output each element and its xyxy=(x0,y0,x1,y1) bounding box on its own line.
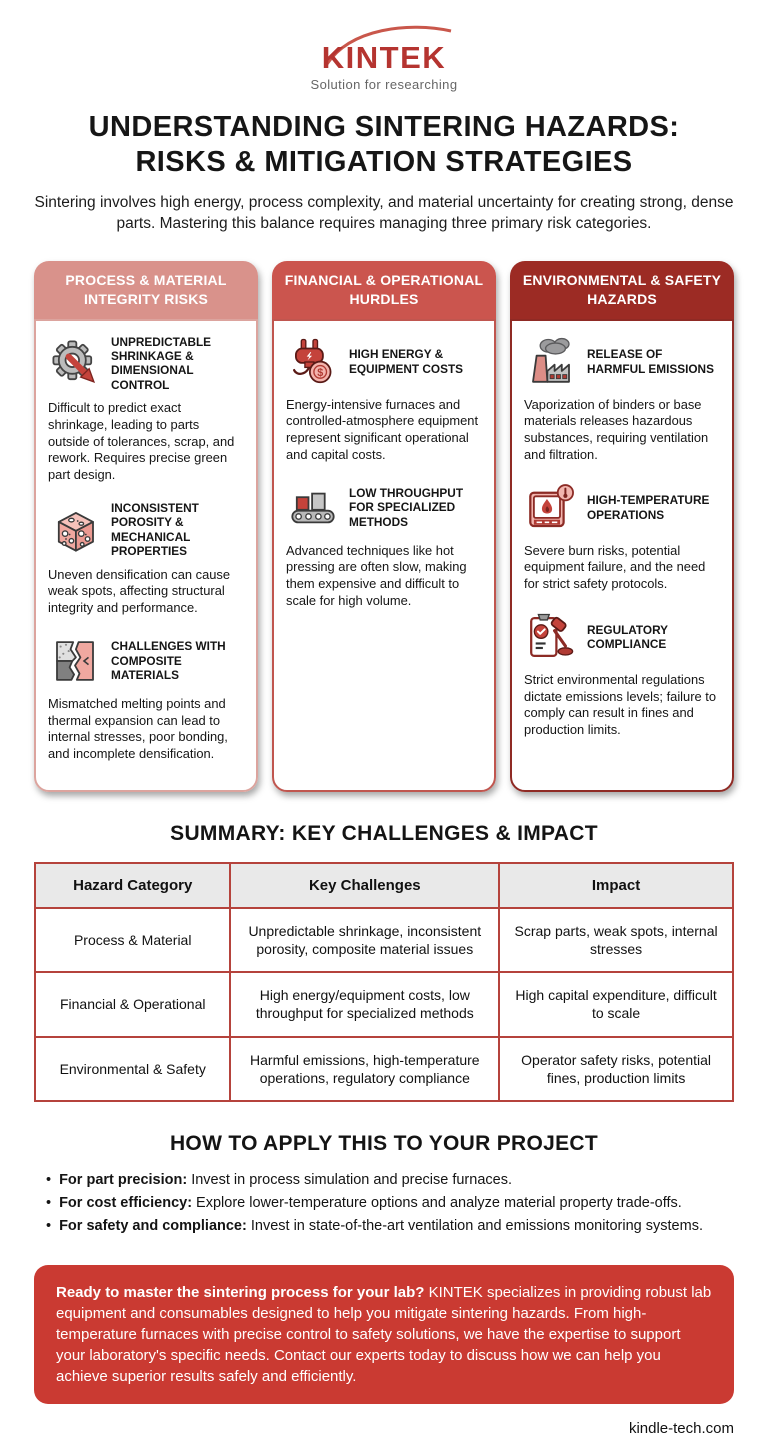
porous-cube-icon xyxy=(48,503,102,557)
risk-item-text: Advanced techniques like hot pressing are often slow, making them expensive and difficult to scale for high volume. xyxy=(286,542,467,608)
risk-columns xyxy=(34,261,734,792)
risk-item-text: Vaporization of binders or base materials releases hazardous substances, requiring ventilation and filtration. xyxy=(524,396,709,462)
table-cell: Process & Material xyxy=(35,908,230,972)
risk-item-text: Strict environmental regulations dictate emissions levels; failure to comply can result in fines and production limits. xyxy=(524,671,717,738)
table-header-impact: Impact xyxy=(499,863,733,908)
table-cell: Financial & Operational xyxy=(35,972,230,1036)
risk-item-title: UNPREDICTABLE SHRINKAGE & DIMENSIONAL CONTROL xyxy=(111,334,212,392)
intro-text: Sintering involves high energy, process complexity, and material uncertainty for creating strong, dense parts. Mastering this balance requires managing three primary risk categories. xyxy=(34,193,734,232)
risk-item-throughput xyxy=(286,481,482,610)
apply-title: HOW TO APPLY THIS TO YOUR PROJECT xyxy=(169,1132,599,1156)
table-cell: High capital expenditure, difficult to scale xyxy=(499,972,733,1036)
shrinkage-gear-icon xyxy=(48,336,102,390)
cta-lead: Ready to master the sintering process for your lab? xyxy=(56,1283,425,1301)
dollar-glyph: $ xyxy=(317,366,324,379)
column-financial-operational xyxy=(272,261,496,792)
table-cell: Harmful emissions, high-temperature operations, regulatory compliance xyxy=(230,1037,499,1101)
risk-item-high-temperature xyxy=(524,481,720,593)
composite-crack-icon xyxy=(48,634,102,688)
page-title-line2: RISKS & MITIGATION STRATEGIES xyxy=(135,146,633,179)
risk-item-text: Difficult to predict exact shrinkage, leading to parts outside of tolerances, scrap, and rework. Requires precise green part design. xyxy=(48,400,235,483)
factory-emissions-icon xyxy=(524,335,578,389)
risk-item-text: Uneven densification can cause weak spots, affecting structural integrity and performance. xyxy=(48,566,231,616)
table-row xyxy=(35,972,733,1036)
risk-item-compliance xyxy=(524,610,720,739)
risk-item-energy-costs xyxy=(286,335,482,464)
column-environmental-safety xyxy=(510,261,734,792)
bullet-lead: For part precision: xyxy=(59,1172,188,1189)
column-3-body xyxy=(510,319,734,792)
column-2-header: FINANCIAL & OPERATIONAL HURDLES xyxy=(272,261,496,319)
website-url: kindle-tech.com xyxy=(628,1419,734,1437)
table-header-row xyxy=(35,863,733,908)
risk-item-title: RELEASE OF HARMFUL EMISSIONS xyxy=(587,347,714,376)
column-1-body xyxy=(34,319,258,792)
risk-item-composite xyxy=(48,634,244,763)
table-cell: High energy/equipment costs, low throughput for specialized methods xyxy=(230,972,499,1036)
list-item xyxy=(46,1192,734,1215)
risk-item-title: HIGH ENERGY & EQUIPMENT COSTS xyxy=(349,347,464,376)
apply-bullets xyxy=(34,1169,734,1239)
column-1-header: PROCESS & MATERIAL INTEGRITY RISKS xyxy=(34,261,258,319)
table-cell: Unpredictable shrinkage, inconsistent porosity, composite material issues xyxy=(230,908,499,972)
kintek-logo-icon xyxy=(299,24,469,74)
plug-cost-icon xyxy=(286,335,340,389)
bullet-text: Explore lower-temperature options and analyze material property trade-offs. xyxy=(192,1195,682,1212)
conveyor-icon xyxy=(286,481,340,535)
risk-item-title: HIGH-TEMPERATURE OPERATIONS xyxy=(587,493,710,522)
compliance-icon xyxy=(524,610,578,664)
column-3-header: ENVIRONMENTAL & SAFETY HAZARDS xyxy=(510,261,734,319)
table-cell: Environmental & Safety xyxy=(35,1037,230,1101)
risk-item-title: CHALLENGES WITH COMPOSITE MATERIALS xyxy=(111,639,226,683)
bullet-text: Invest in state-of-the-art ventilation and emissions monitoring systems. xyxy=(246,1218,703,1235)
list-item xyxy=(46,1215,734,1238)
table-row xyxy=(35,908,733,972)
logo-text: KINTEK xyxy=(321,40,447,74)
column-2-body xyxy=(272,319,496,792)
risk-item-title: INCONSISTENT POROSITY & MECHANICAL PROPERTIES xyxy=(111,500,199,559)
risk-item-porosity xyxy=(48,501,244,617)
risk-item-emissions xyxy=(524,335,720,464)
summary-title: SUMMARY: KEY CHALLENGES & IMPACT xyxy=(170,821,598,845)
furnace-icon xyxy=(524,481,578,535)
risk-item-title: LOW THROUGHPUT FOR SPECIALIZED METHODS xyxy=(349,486,464,529)
bullet-lead: For safety and compliance: xyxy=(59,1218,247,1235)
risk-item-shrinkage xyxy=(48,335,244,484)
risk-item-text: Mismatched melting points and thermal expansion can lead to internal stresses, poor bonding, and incomplete densification. xyxy=(48,695,228,762)
bullet-lead: For cost efficiency: xyxy=(59,1195,193,1212)
table-cell: Operator safety risks, potential fines, production limits xyxy=(499,1037,733,1101)
summary-table xyxy=(34,862,734,1102)
risk-item-text: Energy-intensive furnaces and controlled-atmosphere equipment represent significant operational and capital costs. xyxy=(286,396,479,462)
page-title-line1: UNDERSTANDING SINTERING HAZARDS: xyxy=(88,111,680,143)
list-item xyxy=(46,1169,734,1192)
table-cell: Scrap parts, weak spots, internal stresses xyxy=(499,908,733,972)
table-header-key-challenges: Key Challenges xyxy=(230,863,499,908)
bullet-text: Invest in process simulation and precise furnaces. xyxy=(187,1172,512,1189)
cta-banner xyxy=(34,1265,734,1404)
risk-item-title: REGULATORY COMPLIANCE xyxy=(587,622,668,651)
logo-tagline: Solution for researching xyxy=(310,77,458,92)
column-process-material xyxy=(34,261,258,792)
table-header-hazard-category: Hazard Category xyxy=(35,863,230,908)
cta-text: KINTEK specializes in providing robust lab equipment and consumables designed to help you mitigate sintering hazards. From high-temperature furnaces with precise control to safety solutions, we have the expertise to support your laboratory's specific needs. Contact our experts today to discuss how we can help you achieve superior results safely and efficiently. xyxy=(56,1283,712,1385)
table-row xyxy=(35,1037,733,1101)
risk-item-text: Severe burn risks, potential equipment failure, and the need for strict safety protocols. xyxy=(524,542,706,592)
page-title xyxy=(34,110,734,181)
logo xyxy=(34,24,734,92)
